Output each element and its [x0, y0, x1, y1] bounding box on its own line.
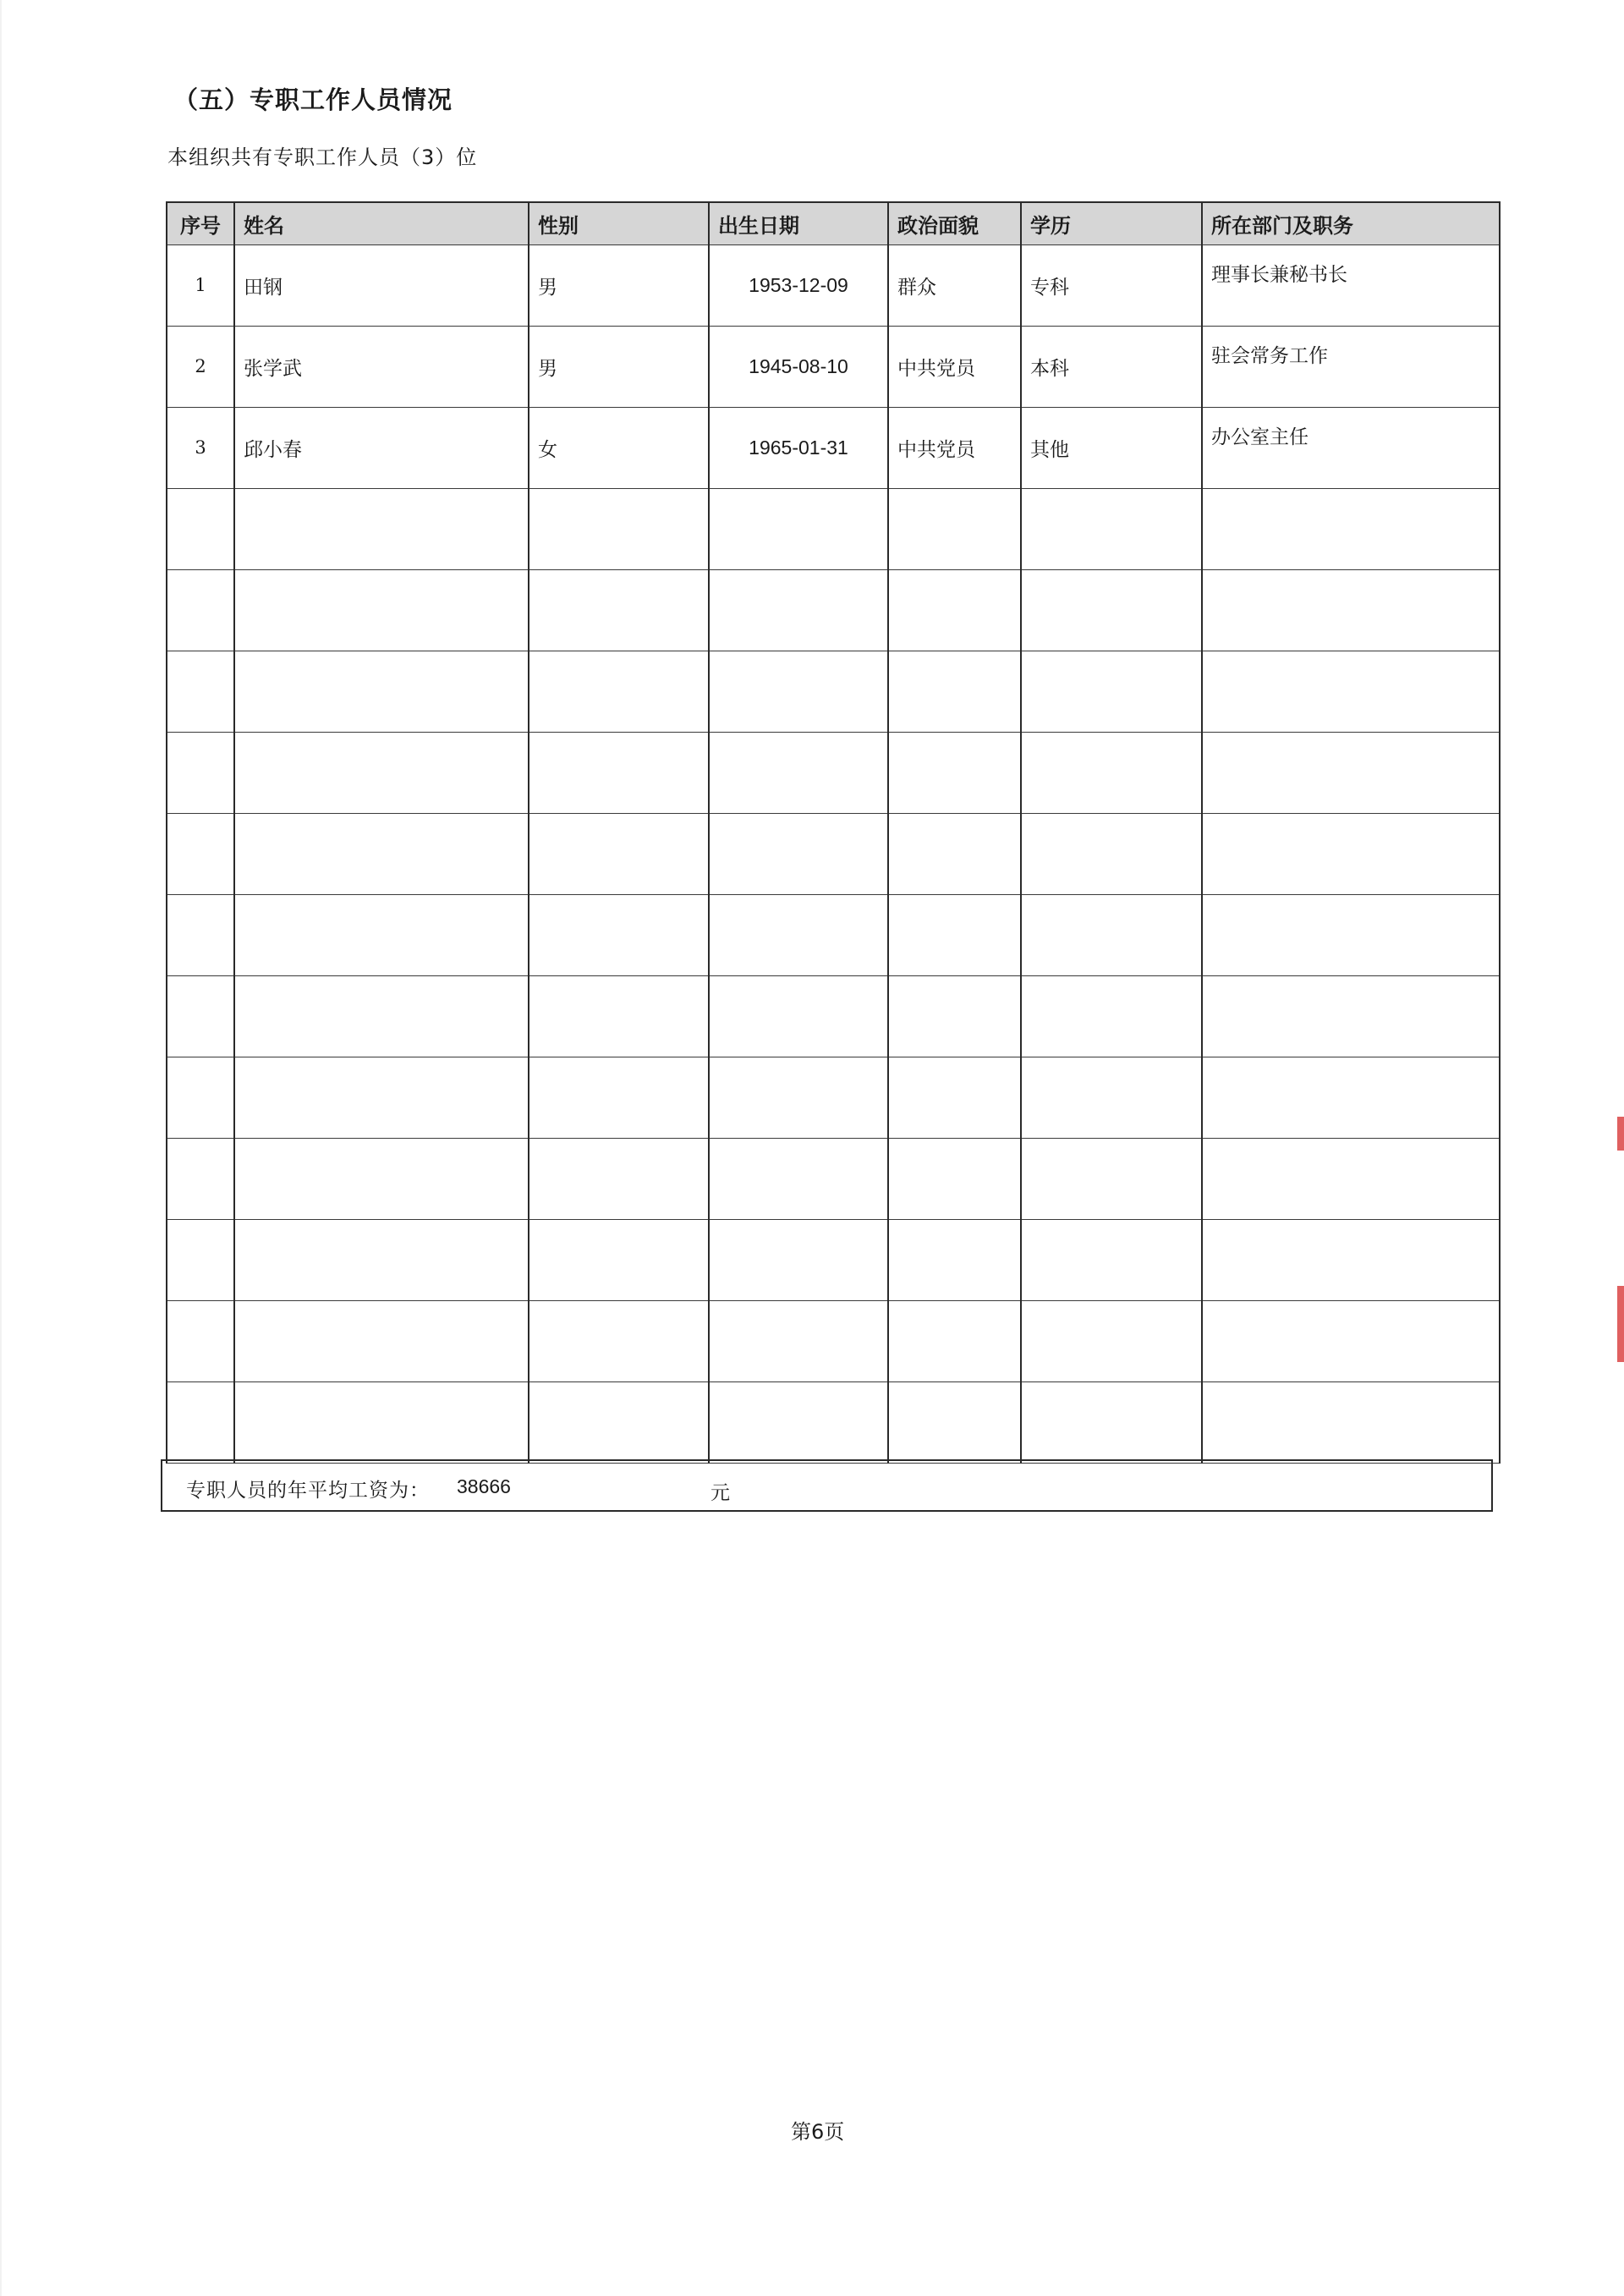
header-political-status: 政治面貌 [888, 202, 1021, 244]
cell-name [234, 975, 529, 1057]
cell-gender [529, 1057, 709, 1138]
cell-birth-date [709, 488, 888, 569]
cell-education: 专科 [1021, 244, 1202, 326]
header-name: 姓名 [234, 202, 529, 244]
cell-department-position [1202, 488, 1500, 569]
cell-no [167, 651, 234, 732]
cell-education [1021, 1381, 1202, 1463]
cell-birth-date: 1945-08-10 [709, 326, 888, 407]
table-row [167, 244, 1500, 326]
cell-no [167, 1381, 234, 1463]
cell-political-status [888, 1057, 1021, 1138]
table-row [167, 1300, 1500, 1381]
cell-gender [529, 975, 709, 1057]
cell-education [1021, 1300, 1202, 1381]
cell-no [167, 1138, 234, 1219]
cell-education [1021, 1138, 1202, 1219]
scan-edge-mark [1617, 1117, 1624, 1151]
cell-birth-date [709, 651, 888, 732]
cell-gender [529, 488, 709, 569]
cell-gender [529, 732, 709, 813]
header-department-position: 所在部门及职务 [1202, 202, 1500, 244]
cell-political-status [888, 1138, 1021, 1219]
average-salary-unit: 元 [710, 1482, 730, 1504]
cell-political-status [888, 488, 1021, 569]
cell-name [234, 732, 529, 813]
cell-department-position [1202, 651, 1500, 732]
cell-political-status [888, 1300, 1021, 1381]
cell-gender [529, 1219, 709, 1300]
cell-political-status [888, 975, 1021, 1057]
cell-no [167, 1057, 234, 1138]
cell-department-position [1202, 1138, 1500, 1219]
cell-no [167, 894, 234, 975]
cell-birth-date: 1965-01-31 [709, 407, 888, 488]
cell-department-position [1202, 569, 1500, 651]
cell-education [1021, 1057, 1202, 1138]
cell-department-position [1202, 1057, 1500, 1138]
cell-education [1021, 569, 1202, 651]
staff-count-text: 本组织共有专职工作人员（3）位 [167, 146, 478, 169]
average-salary-label: 专职人员的年平均工资为： [186, 1480, 430, 1502]
cell-no [167, 813, 234, 894]
cell-birth-date [709, 813, 888, 894]
cell-name [234, 1300, 529, 1381]
cell-birth-date [709, 1219, 888, 1300]
table-row [167, 407, 1500, 488]
cell-gender [529, 1138, 709, 1219]
table-row [167, 1057, 1500, 1138]
cell-name [234, 651, 529, 732]
table-row [167, 569, 1500, 651]
cell-political-status [888, 569, 1021, 651]
cell-political-status: 群众 [888, 244, 1021, 326]
table-row [167, 651, 1500, 732]
cell-name [234, 1057, 529, 1138]
table-row [167, 894, 1500, 975]
cell-education [1021, 1219, 1202, 1300]
cell-name [234, 569, 529, 651]
table-body [167, 244, 1500, 1463]
cell-department-position [1202, 1219, 1500, 1300]
cell-birth-date [709, 1381, 888, 1463]
cell-name [234, 1381, 529, 1463]
cell-no [167, 569, 234, 651]
cell-name: 张学武 [234, 326, 529, 407]
cell-no: 1 [167, 244, 234, 326]
header-education: 学历 [1021, 202, 1202, 244]
cell-no [167, 1219, 234, 1300]
cell-birth-date [709, 732, 888, 813]
table-header [167, 202, 1500, 244]
cell-name [234, 488, 529, 569]
cell-birth-date [709, 1057, 888, 1138]
table-row [167, 1381, 1500, 1463]
table-row [167, 1219, 1500, 1300]
cell-no [167, 1300, 234, 1381]
cell-no: 3 [167, 407, 234, 488]
cell-political-status [888, 813, 1021, 894]
cell-education [1021, 732, 1202, 813]
table-row [167, 732, 1500, 813]
cell-political-status [888, 732, 1021, 813]
cell-gender: 男 [529, 326, 709, 407]
header-birth-date: 出生日期 [709, 202, 888, 244]
cell-gender: 女 [529, 407, 709, 488]
cell-no [167, 732, 234, 813]
average-salary-value: 38666 [457, 1475, 511, 1497]
table-row [167, 326, 1500, 407]
cell-department-position: 驻会常务工作 [1202, 326, 1500, 407]
table-row [167, 1138, 1500, 1219]
section-title: （五）专职工作人员情况 [173, 85, 453, 114]
cell-birth-date [709, 894, 888, 975]
cell-name [234, 1138, 529, 1219]
cell-no [167, 488, 234, 569]
cell-department-position: 理事长兼秘书长 [1202, 244, 1500, 326]
cell-birth-date [709, 1138, 888, 1219]
cell-department-position [1202, 975, 1500, 1057]
cell-department-position [1202, 813, 1500, 894]
cell-name: 田钢 [234, 244, 529, 326]
cell-education [1021, 975, 1202, 1057]
table-row [167, 813, 1500, 894]
cell-name [234, 813, 529, 894]
cell-gender: 男 [529, 244, 709, 326]
cell-name [234, 1219, 529, 1300]
cell-department-position [1202, 1300, 1500, 1381]
cell-political-status: 中共党员 [888, 407, 1021, 488]
cell-department-position [1202, 732, 1500, 813]
staff-table [166, 201, 1501, 1464]
cell-political-status [888, 651, 1021, 732]
cell-gender [529, 894, 709, 975]
cell-gender [529, 651, 709, 732]
cell-political-status [888, 1381, 1021, 1463]
cell-name: 邱小春 [234, 407, 529, 488]
cell-gender [529, 569, 709, 651]
cell-name [234, 894, 529, 975]
cell-gender [529, 1300, 709, 1381]
cell-political-status: 中共党员 [888, 326, 1021, 407]
cell-department-position: 办公室主任 [1202, 407, 1500, 488]
average-salary-box [161, 1459, 1493, 1512]
header-no: 序号 [167, 202, 234, 244]
cell-political-status [888, 1219, 1021, 1300]
cell-birth-date [709, 1300, 888, 1381]
cell-birth-date: 1953-12-09 [709, 244, 888, 326]
cell-gender [529, 1381, 709, 1463]
header-row [167, 202, 1500, 244]
header-gender: 性别 [529, 202, 709, 244]
cell-education: 其他 [1021, 407, 1202, 488]
cell-education [1021, 651, 1202, 732]
cell-education [1021, 813, 1202, 894]
scan-edge-mark [1617, 1286, 1624, 1362]
cell-birth-date [709, 569, 888, 651]
page-number: 第6页 [791, 2120, 845, 2144]
cell-department-position [1202, 894, 1500, 975]
cell-no: 2 [167, 326, 234, 407]
cell-political-status [888, 894, 1021, 975]
table-row [167, 975, 1500, 1057]
cell-education [1021, 488, 1202, 569]
cell-education [1021, 894, 1202, 975]
cell-education: 本科 [1021, 326, 1202, 407]
table-row [167, 488, 1500, 569]
cell-birth-date [709, 975, 888, 1057]
cell-department-position [1202, 1381, 1500, 1463]
cell-no [167, 975, 234, 1057]
cell-gender [529, 813, 709, 894]
